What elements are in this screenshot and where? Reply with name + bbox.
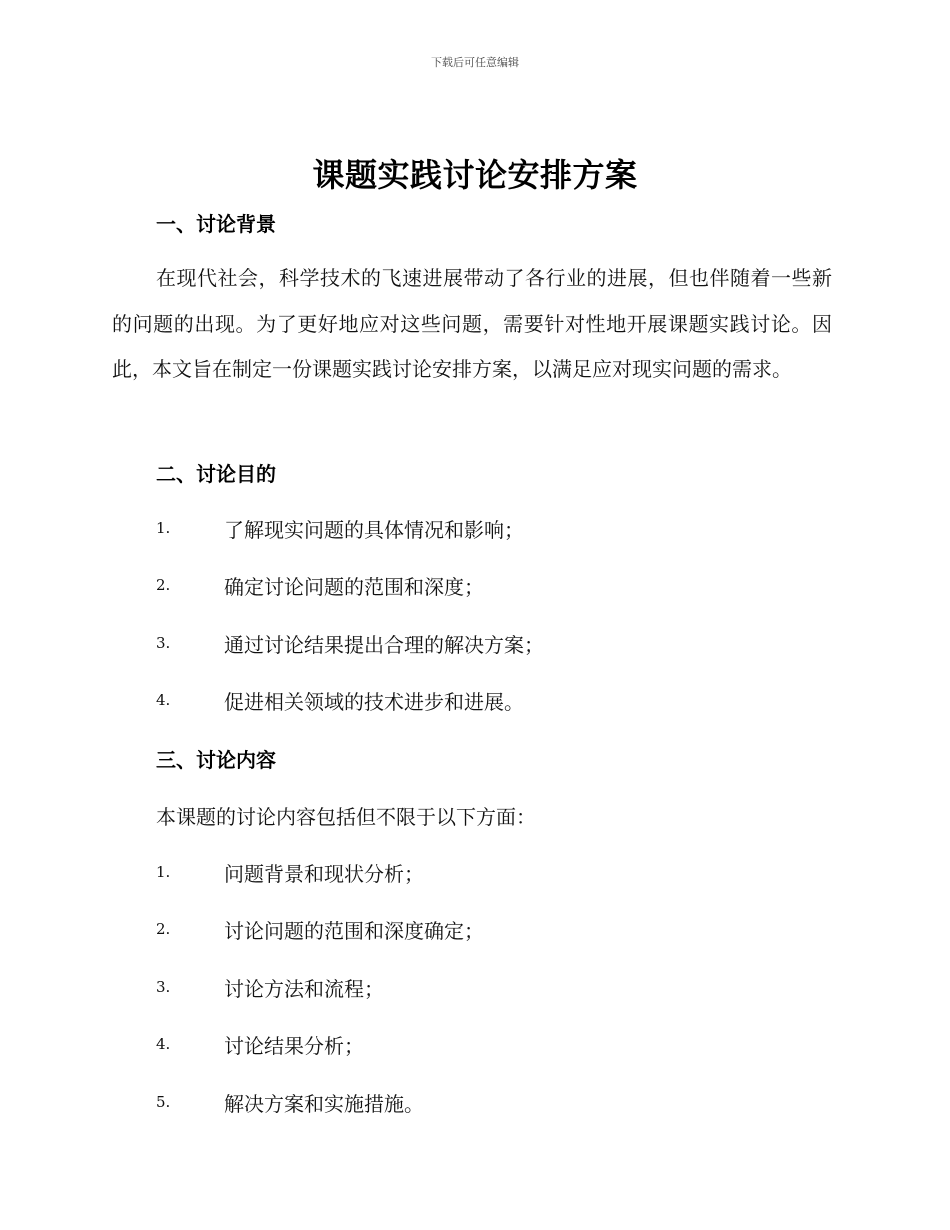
list-text: 促进相关领域的技术进步和进展。 [224,690,524,714]
section-heading-purpose: 二、讨论目的 [156,462,276,486]
list-text: 了解现实问题的具体情况和影响； [224,518,524,542]
list-number: 2. [156,920,171,938]
list-number: 2. [156,576,171,594]
list-number: 4. [156,691,171,709]
list-number: 1. [156,863,171,881]
list-text: 讨论结果分析； [224,1034,364,1058]
list-text: 解决方案和实施措施。 [224,1092,424,1116]
list-number: 3. [156,634,171,652]
list-number: 4. [156,1035,171,1053]
content-intro: 本课题的讨论内容包括但不限于以下方面： [156,805,536,829]
list-number: 3. [156,978,171,996]
section-heading-background: 一、讨论背景 [156,212,276,236]
list-text: 讨论方法和流程； [224,977,384,1001]
section-heading-content: 三、讨论内容 [156,748,276,772]
header-note: 下载后可任意编辑 [431,56,519,69]
list-text: 讨论问题的范围和深度确定； [224,919,484,943]
list-number: 1. [156,519,171,537]
list-text: 确定讨论问题的范围和深度； [224,575,484,599]
list-text: 通过讨论结果提出合理的解决方案； [224,633,544,657]
document-title: 课题实践讨论安排方案 [312,156,638,194]
background-paragraph: 在现代社会，科学技术的飞速进展带动了各行业的进展，但也伴随着一些新的问题的出现。为了更好地应对这些问题，需要针对性地开展课题实践讨论。因此，本文旨在制定一份课题实践讨论安排方案，以满足应对现实问题的需求。 [112,266,832,381]
list-number: 5. [156,1093,171,1111]
list-text: 问题背景和现状分析； [224,862,424,886]
